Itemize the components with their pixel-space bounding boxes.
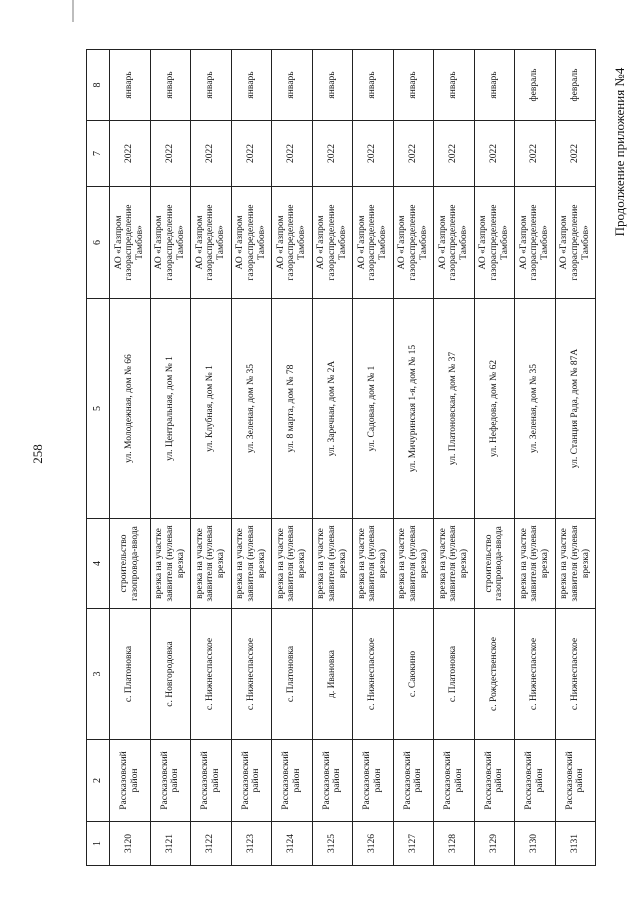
cell-address: ул. Зеленая, дом № 35 [231,299,272,519]
cell-organization: АО «Газпром газораспределение Тамбов» [515,187,556,299]
cell-month: январь [191,50,232,121]
cell-district: Рассказовский район [515,740,556,822]
cell-row-number: 3128 [434,822,475,866]
table-row [150,50,191,866]
cell-work-type: врезка на участке заявителя (нулевая врезка) [312,519,353,609]
cell-district: Рассказовский район [191,740,232,822]
cell-settlement: с. Нижнеспасское [555,609,596,740]
cell-organization: АО «Газпром газораспределение Тамбов» [555,187,596,299]
cell-year: 2022 [191,121,232,187]
cell-address: ул. Клубная, дом № 1 [191,299,232,519]
cell-row-number: 3129 [474,822,515,866]
cell-organization: АО «Газпром газораспределение Тамбов» [393,187,434,299]
cell-district: Рассказовский район [555,740,596,822]
cell-year: 2022 [555,121,596,187]
cell-organization: АО «Газпром газораспределение Тамбов» [110,187,151,299]
cell-row-number: 3120 [110,822,151,866]
cell-year: 2022 [150,121,191,187]
cell-settlement: с. Платоновка [272,609,313,740]
cell-work-type: врезка на участке заявителя (нулевая врезка) [393,519,434,609]
table-row [312,50,353,866]
cell-month: январь [353,50,394,121]
header-cell-3: 3 [87,609,110,740]
cell-district: Рассказовский район [434,740,475,822]
cell-work-type: врезка на участке заявителя (нулевая врезка) [515,519,556,609]
header-cell-8: 8 [87,50,110,121]
table-row [110,50,151,866]
cell-month: февраль [555,50,596,121]
cell-address: ул. Зеленая, дом № 35 [515,299,556,519]
cell-year: 2022 [515,121,556,187]
header-cell-5: 5 [87,299,110,519]
table-row [231,50,272,866]
header-cell-7: 7 [87,121,110,187]
cell-address: ул. Нефедова, дом № 62 [474,299,515,519]
cell-organization: АО «Газпром газораспределение Тамбов» [231,187,272,299]
cell-row-number: 3121 [150,822,191,866]
cell-district: Рассказовский район [110,740,151,822]
cell-organization: АО «Газпром газораспределение Тамбов» [272,187,313,299]
table-row [272,50,313,866]
cell-settlement: д. Ивановка [312,609,353,740]
cell-address: ул. Заречная, дом № 2А [312,299,353,519]
cell-work-type: врезка на участке заявителя (нулевая врезка) [191,519,232,609]
cell-work-type: строительство газопровода-ввода [110,519,151,609]
cell-year: 2022 [231,121,272,187]
cell-settlement: с. Нижнеспасское [191,609,232,740]
cell-row-number: 3131 [555,822,596,866]
cell-settlement: с. Рождественское [474,609,515,740]
cell-district: Рассказовский район [231,740,272,822]
cell-month: январь [150,50,191,121]
cell-year: 2022 [434,121,475,187]
cell-work-type: строительство газопровода-ввода [474,519,515,609]
cell-row-number: 3123 [231,822,272,866]
appendix-note: Продолжение приложения №4 [612,67,627,237]
table-row [555,50,596,866]
cell-settlement: с. Платоновка [434,609,475,740]
cell-district: Рассказовский район [393,740,434,822]
cell-year: 2022 [110,121,151,187]
cell-work-type: врезка на участке заявителя (нулевая врезка) [434,519,475,609]
scan-edge-mark [72,0,74,22]
cell-work-type: врезка на участке заявителя (нулевая врезка) [231,519,272,609]
cell-row-number: 3125 [312,822,353,866]
cell-address: ул. Молодежная, дом № 66 [110,299,151,519]
header-row [87,50,110,866]
table-body [87,50,596,866]
cell-settlement: с. Нижнеспасское [353,609,394,740]
cell-organization: АО «Газпром газораспределение Тамбов» [353,187,394,299]
cell-month: февраль [515,50,556,121]
gasification-table [86,49,596,866]
cell-settlement: с. Саюкино [393,609,434,740]
cell-month: январь [231,50,272,121]
cell-row-number: 3122 [191,822,232,866]
header-cell-2: 2 [87,740,110,822]
cell-work-type: врезка на участке заявителя (нулевая врезка) [272,519,313,609]
cell-month: январь [393,50,434,121]
table-row [353,50,394,866]
cell-year: 2022 [474,121,515,187]
cell-address: ул. 8 марта, дом № 78 [272,299,313,519]
cell-address: ул. Мичуринская 1-я, дом № 15 [393,299,434,519]
cell-organization: АО «Газпром газораспределение Тамбов» [474,187,515,299]
header-cell-4: 4 [87,519,110,609]
cell-organization: АО «Газпром газораспределение Тамбов» [434,187,475,299]
cell-district: Рассказовский район [272,740,313,822]
page-number: 258 [30,444,45,464]
cell-district: Рассказовский район [312,740,353,822]
cell-organization: АО «Газпром газораспределение Тамбов» [150,187,191,299]
cell-district: Рассказовский район [353,740,394,822]
cell-month: январь [110,50,151,121]
cell-settlement: с. Новгородовка [150,609,191,740]
cell-row-number: 3127 [393,822,434,866]
cell-organization: АО «Газпром газораспределение Тамбов» [191,187,232,299]
cell-settlement: с. Платоновка [110,609,151,740]
cell-month: январь [272,50,313,121]
cell-work-type: врезка на участке заявителя (нулевая врезка) [555,519,596,609]
cell-district: Рассказовский район [474,740,515,822]
cell-row-number: 3126 [353,822,394,866]
cell-settlement: с. Нижнеспасское [231,609,272,740]
header-cell-6: 6 [87,187,110,299]
rotated-table-wrapper [86,50,596,866]
cell-month: январь [434,50,475,121]
cell-month: январь [312,50,353,121]
table-row [434,50,475,866]
cell-year: 2022 [393,121,434,187]
cell-settlement: с. Нижнеспасское [515,609,556,740]
cell-work-type: врезка на участке заявителя (нулевая врезка) [353,519,394,609]
header-cell-1: 1 [87,822,110,866]
cell-district: Рассказовский район [150,740,191,822]
table-row [191,50,232,866]
cell-address: ул. Станция Рада, дом № 87А [555,299,596,519]
cell-row-number: 3130 [515,822,556,866]
cell-year: 2022 [272,121,313,187]
cell-month: январь [474,50,515,121]
table-row [474,50,515,866]
cell-address: ул. Платоновская, дом № 37 [434,299,475,519]
cell-work-type: врезка на участке заявителя (нулевая врезка) [150,519,191,609]
table-row [515,50,556,866]
cell-organization: АО «Газпром газораспределение Тамбов» [312,187,353,299]
cell-year: 2022 [312,121,353,187]
cell-address: ул. Центральная, дом № 1 [150,299,191,519]
table-frame [86,50,596,866]
cell-year: 2022 [353,121,394,187]
table-row [393,50,434,866]
cell-address: ул. Садовая, дом № 1 [353,299,394,519]
cell-row-number: 3124 [272,822,313,866]
